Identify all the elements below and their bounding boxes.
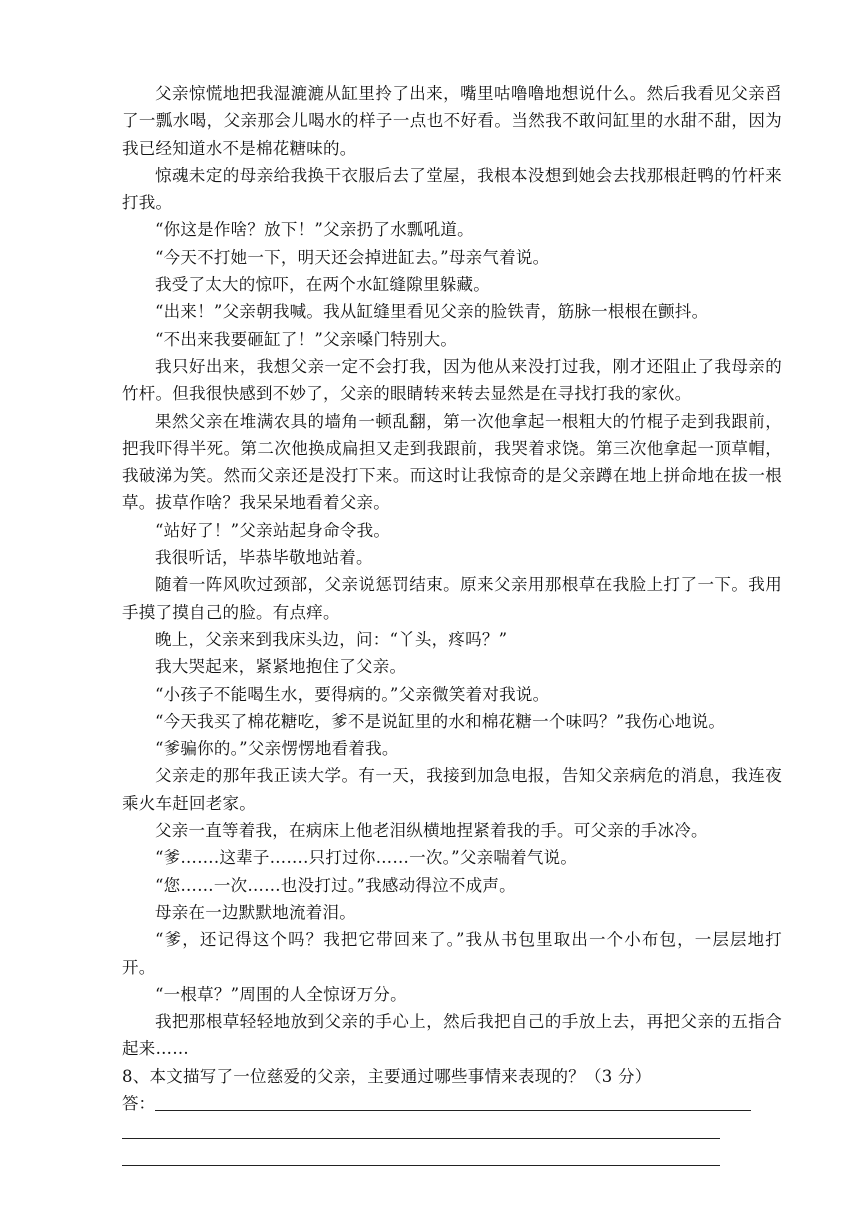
answer-row [122, 1117, 782, 1144]
paragraph: “你这是作啥？放下！”父亲扔了水瓢吼道。 [155, 220, 474, 240]
paragraph: 父亲惊慌地把我湿漉漉从缸里拎了出来，嘴里咕噜噜地想说什么。然后我看见父亲舀了一瓢水喝，父亲那会儿喝水的样子一点也不好看。当然我不敢问缸里的水甜不甜，因为我已经知道水不是棉花糖味的。 [122, 84, 782, 158]
paragraph: 父亲一直等着我，在病床上他老泪纵横地捏紧着我的手。可父亲的手冰冷。 [155, 821, 708, 841]
paragraph: 我把那根草轻轻地放到父亲的手心上，然后我把自己的手放上去，再把父亲的五指合起来…… [122, 1012, 782, 1059]
paragraph: “今天不打她一下，明天还会掉进缸去。”母亲气着说。 [155, 247, 550, 267]
paragraph: 母亲在一边默默地流着泪。 [155, 902, 356, 922]
paragraph: 我大哭起来，紧紧地抱住了父亲。 [155, 657, 407, 677]
paragraph: “爹骗你的。”父亲愣愣地看着我。 [155, 739, 399, 759]
paragraph: “不出来我要砸缸了！”父亲嗓门特别大。 [155, 329, 458, 349]
answer-row [122, 1145, 782, 1172]
paragraph: “您……一次……也没打过。”我感动得泣不成声。 [155, 875, 516, 895]
paragraph: 我很听话，毕恭毕敬地站着。 [155, 548, 373, 568]
paragraph: 随着一阵风吹过颈部，父亲说惩罚结束。原来父亲用那根草在我脸上打了一下。我用手摸了摸自己的脸。有点痒。 [122, 575, 782, 622]
paragraph: “一根草？”周围的人全惊讶万分。 [155, 984, 407, 1004]
passage [122, 80, 782, 1063]
paragraph: 晚上，父亲来到我床头边，问：“丫头，疼吗？” [155, 629, 508, 649]
paragraph: “爹…….这辈子…….只打过你……一次。”父亲喘着气说。 [155, 848, 578, 868]
question-8: 8、本文描写了一位慈爱的父亲，主要通过哪些事情来表现的？（3 分） [122, 1066, 652, 1086]
paragraph: “今天我买了棉花糖吃，爹不是说缸里的水和棉花糖一个味吗？”我伤心地说。 [155, 711, 726, 731]
paragraph: “出来！”父亲朝我喊。我从缸缝里看见父亲的脸铁青，筋脉一根根在颤抖。 [155, 302, 709, 322]
document-body [122, 80, 782, 1172]
paragraph: 果然父亲在堆满农具的墙角一顿乱翻，第一次他拿起一根粗大的竹棍子走到我跟前，把我吓得半死。第二次他换成扁担又走到我跟前，我哭着求饶。第三次他拿起一顶草帽，我破涕为笑。然而父亲还是没打下来。而这时让我惊奇的是父亲蹲在地上拼命地在拔一根草。拔草作啥？我呆呆地看着父亲。 [122, 411, 782, 513]
answer-blank-line[interactable] [122, 1165, 720, 1166]
paragraph: 我受了太大的惊吓，在两个水缸缝隙里躲藏。 [155, 275, 490, 295]
paragraph: 惊魂未定的母亲给我换干衣服后去了堂屋，我根本没想到她会去找那根赶鸭的竹杆来打我。 [122, 165, 782, 213]
paragraph: “爹，还记得这个吗？我把它带回来了。”我从书包里取出一个小布包，一层层地打开。 [122, 930, 782, 977]
answer-label: 答： [122, 1093, 155, 1113]
answer-blank-line[interactable] [155, 1110, 751, 1111]
paragraph: “小孩子不能喝生水，要得病的。”父亲微笑着对我说。 [155, 684, 550, 704]
answer-blank-line[interactable] [122, 1138, 720, 1139]
paragraph: 父亲走的那年我正读大学。有一天，我接到加急电报，告知父亲病危的消息，我连夜乘火车赶回老家。 [122, 766, 782, 813]
paragraph: “站好了！”父亲站起身命令我。 [155, 520, 391, 540]
paragraph: 我只好出来，我想父亲一定不会打我，因为他从来没打过我，刚才还阻止了我母亲的竹杆。但我很快感到不妙了，父亲的眼睛转来转去显然是在寻找打我的家伙。 [122, 356, 782, 404]
answer-row [122, 1090, 782, 1117]
